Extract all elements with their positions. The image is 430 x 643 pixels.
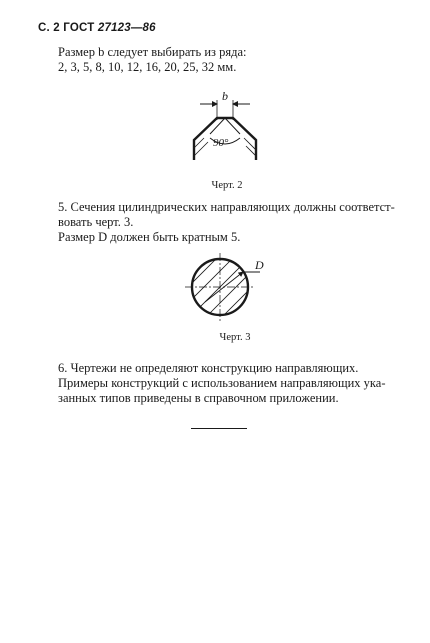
para6-line1: 6. Чертежи не определяют конструкцию направляющих. — [58, 361, 359, 375]
header-standard-number: 27123—86 — [97, 22, 156, 34]
para-b-line1: Размер b следует выбирать из ряда: — [58, 45, 247, 59]
para6-line3: занных типов приведены в справочном приложении. — [58, 391, 339, 405]
end-rule — [191, 428, 247, 429]
para5-line3: Размер D должен быть кратным 5. — [58, 230, 241, 244]
figure-3-drawing — [185, 250, 275, 330]
figure-2-drawing — [180, 88, 270, 168]
para5-line2: вовать черт. 3. — [58, 215, 134, 229]
fig2-caption: Черт. 2 — [211, 180, 243, 191]
header-prefix: С. 2 ГОСТ — [38, 22, 95, 34]
para5-line1: 5. Сечения цилиндрических направляющих должны соответст- — [58, 200, 395, 214]
para6-line2: Примеры конструкций с использованием направляющих ука- — [58, 376, 386, 390]
page-header — [38, 22, 156, 34]
fig2-label-b: b — [222, 89, 228, 103]
para-b-line2: 2, 3, 5, 8, 10, 12, 16, 20, 25, 32 мм. — [58, 60, 237, 74]
fig3-caption: Черт. 3 — [219, 332, 251, 343]
fig2-label-angle: 90° — [213, 137, 229, 149]
fig3-label-d: D — [255, 258, 264, 272]
